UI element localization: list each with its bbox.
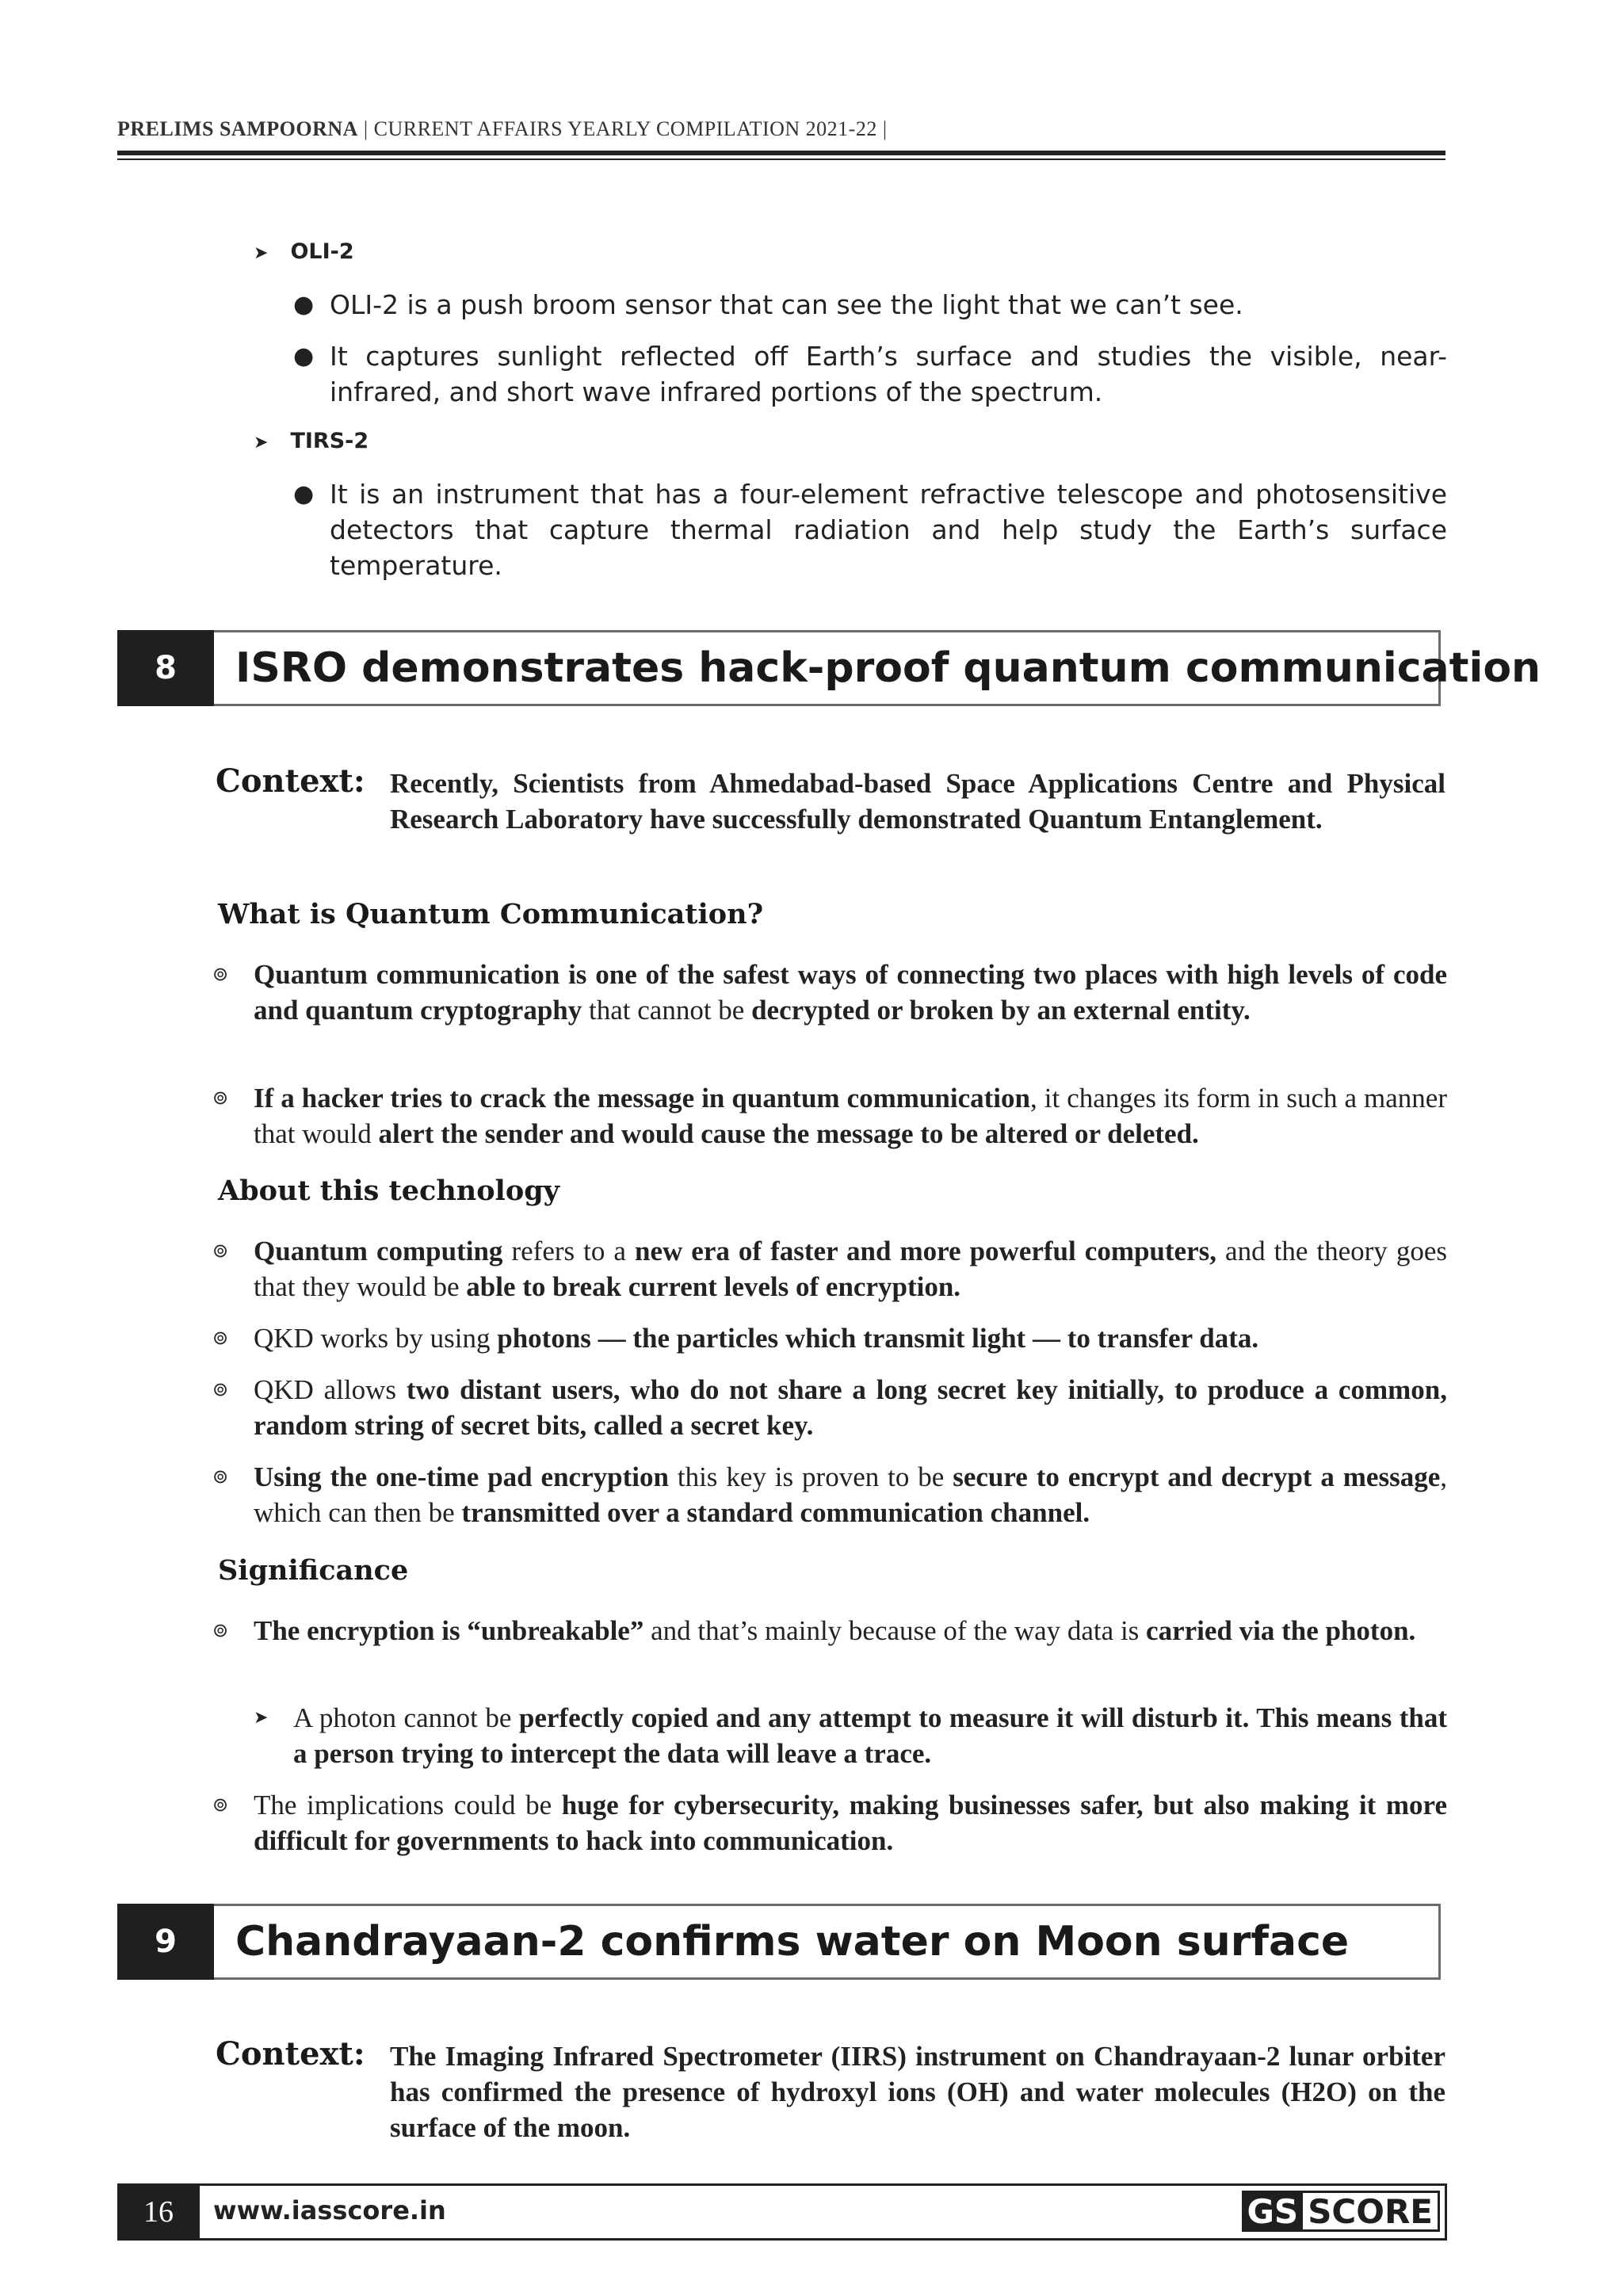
- circle-bullet-icon: ⊚: [212, 1619, 229, 1641]
- header-rule: [117, 151, 1445, 155]
- context-label: Context:: [216, 762, 365, 800]
- circle-bullet-icon: ⊚: [212, 1240, 229, 1262]
- section-banner-8: [117, 630, 1541, 706]
- page-number: 16: [117, 2183, 200, 2241]
- list-item: ⊚ The encryption is “unbreakable” and that’s mainly because of the way data is carried via the photon.: [212, 1613, 1447, 1684]
- dot-bullet-icon: ●: [293, 480, 315, 508]
- context-text: The Imaging Infrared Spectrometer (IIRS) instrument on Chandrayaan-2 lunar orbiter has confirmed the presence of hydroxyl ions (OH) and water molecules (H2O) on the surface of the moon.: [390, 2041, 1445, 2143]
- page-footer: [117, 2183, 1447, 2241]
- circle-bullet-icon: ⊚: [212, 1087, 229, 1109]
- circle-bullet-icon: ⊚: [212, 1465, 229, 1488]
- list-item: ● OLI-2 is a push broom sensor that can see the light that we can’t see.: [293, 287, 1447, 323]
- subheading-what: What is Quantum Communication?: [218, 898, 764, 930]
- tirs-heading: ➤ TIRS-2: [254, 429, 369, 453]
- section-number: 9: [117, 1904, 214, 1980]
- logo-gs: GS: [1242, 2191, 1303, 2232]
- logo-score: SCORE: [1303, 2191, 1440, 2232]
- list-item: ⊚ QKD allows two distant users, who do not share a long secret key initially, to produce a common, random string of secret bits, called a secret key.: [212, 1372, 1447, 1443]
- section-title: ISRO demonstrates hack-proof quantum communication: [235, 644, 1541, 692]
- section-title: Chandrayaan-2 confirms water on Moon surface: [235, 1918, 1350, 1966]
- context-text: Recently, Scientists from Ahmedabad-based Space Applications Centre and Physical Research Laboratory have successfully demonstrated Quantum Entanglement.: [390, 768, 1445, 835]
- list-item: ⊚ QKD works by using photons — the particles which transmit light — to transfer data.: [212, 1320, 1447, 1356]
- list-item: ● It captures sunlight reflected off Earth’s surface and studies the visible, near-infrared, and short wave infrared portions of the spectrum.: [293, 338, 1447, 410]
- list-item: ⊚ If a hacker tries to crack the message in quantum communication, it changes its form in such a manner that would alert the sender and would cause the message to be altered or deleted.: [212, 1080, 1447, 1152]
- context-label: Context:: [216, 2035, 365, 2073]
- website-link[interactable]: www.iasscore.in: [213, 2195, 446, 2225]
- circle-bullet-icon: ⊚: [212, 1794, 229, 1816]
- list-item: ⊚ The implications could be huge for cybersecurity, making businesses safer, but also making it more difficult for governments to hack into communication.: [212, 1787, 1447, 1859]
- section-banner-9: [117, 1904, 1441, 1980]
- list-item: ⊚ Quantum communication is one of the safest ways of connecting two places with high levels of code and quantum cryptography that cannot be decrypted or broken by an external entity.: [212, 957, 1447, 1064]
- list-item: ⊚ Using the one-time pad encryption this key is proven to be secure to encrypt and decrypt a message, which can then be transmitted over a standard communication channel.: [212, 1459, 1447, 1530]
- dot-bullet-icon: ●: [293, 342, 315, 370]
- circle-bullet-icon: ⊚: [212, 1378, 229, 1400]
- list-item: ⊚ Quantum computing refers to a new era of faster and more powerful computers, and the theory goes that they would be able to break current levels of encryption.: [212, 1233, 1447, 1305]
- header-brand: PRELIMS SAMPOORNA: [117, 117, 358, 140]
- list-item: ➤ A photon cannot be perfectly copied and any attempt to measure it will disturb it. This means that a person trying to intercept the data will leave a trace.: [254, 1700, 1447, 1771]
- header-rule-thin: [117, 159, 1445, 160]
- circle-bullet-icon: ⊚: [212, 963, 229, 985]
- gsscore-logo: [1242, 2191, 1440, 2232]
- dot-bullet-icon: ●: [293, 291, 315, 319]
- subheading-significance: Significance: [218, 1554, 409, 1587]
- arrow-bullet-icon: ➤: [254, 433, 269, 453]
- arrow-bullet-icon: ➤: [254, 243, 269, 263]
- arrow-bullet-icon: ➤: [254, 1708, 269, 1728]
- section-number: 8: [117, 630, 214, 706]
- subheading-about: About this technology: [218, 1175, 560, 1207]
- header-title: | CURRENT AFFAIRS YEARLY COMPILATION 2021-22 |: [357, 117, 888, 140]
- oli-heading: ➤ OLI-2: [254, 239, 354, 264]
- running-header: [117, 117, 1445, 141]
- list-item: ● It is an instrument that has a four-element refractive telescope and photosensitive detectors that capture thermal radiation and help study the Earth’s surface temperature.: [293, 476, 1447, 583]
- circle-bullet-icon: ⊚: [212, 1327, 229, 1349]
